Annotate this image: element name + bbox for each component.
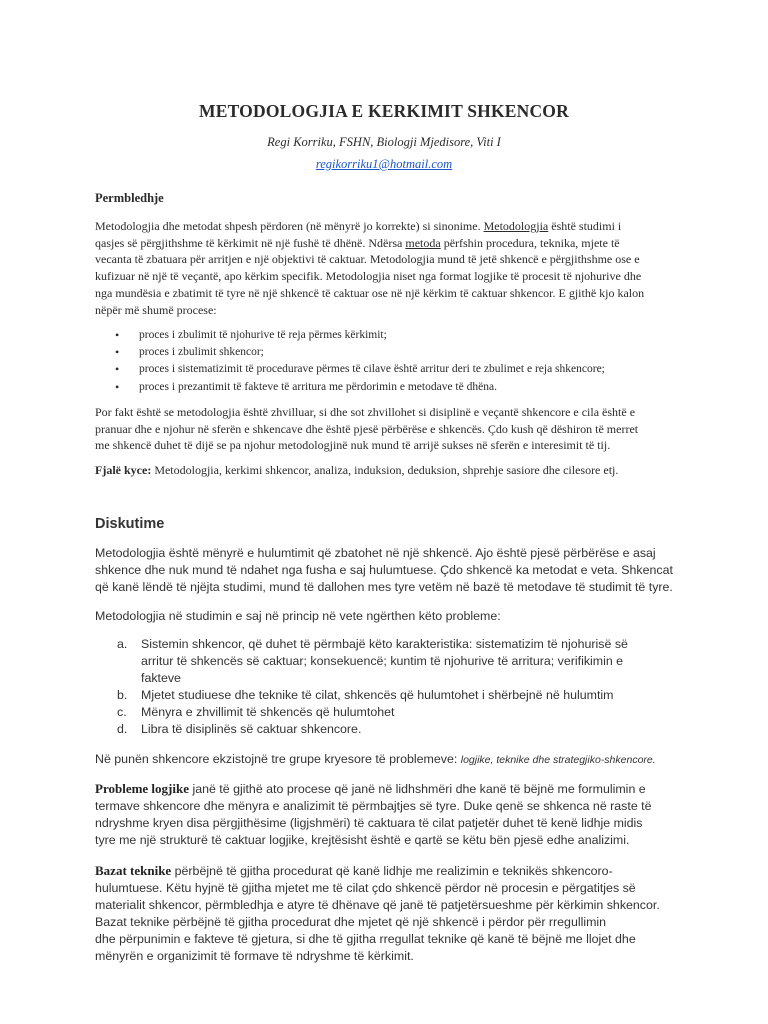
summary-line: nga mundësia e zbatimit të tyre në një shkencë të caktuar ose në një kërkim të caktuar shkencor. E gjithë kjo kalon bbox=[95, 285, 645, 300]
body-line: hulumtuese. Këtu hyjnë të gjitha mjetet me të cilat çdo shkencë përdor në procesin e përgatitjes së bbox=[95, 881, 636, 895]
problem-groups: logjike, teknike dhe strategjiko-shkencore. bbox=[460, 754, 656, 766]
summary-line: vecanta të zbatuara për arritjen e një objektivi të caktuar. Metodologjia mund të jetë shkencë e përgjithshme ose e bbox=[95, 252, 640, 267]
list-item: c. Mënyra e zhvillimit të shkencës që hulumtohet bbox=[117, 705, 395, 719]
technical-bases-paragraph: Bazat teknike përbëjnë të gjitha procedurat që kanë lidhje me realizimin e teknikës shkencoro- hulumtuese. Këtu hyjnë të gjitha mjetet me të cilat çdo shkencë përdor në procesin e përgatitjes së materialit shkencor, përmbledhja e atyre të dhënave që janë të patjetërsueshme për kërkimin shkencor. Bazat teknike përbëjnë të gjitha procedurat dhe mjetet që një shkencë i përdor për rregullimin dhe përpunimin e fakteve të gjetura, si dhe të gjitha rregullat teknike që kanë të bëjnë me llojet dhe mënyrën e organizimit të formave të ndryshme të kërkimit. bbox=[95, 862, 685, 965]
body-line: mënyrën e organizimit të formave të ndryshme të kërkimit. bbox=[95, 949, 414, 963]
keywords-line bbox=[95, 462, 675, 479]
list-item: d. Libra të disiplinës së caktuar shkencore. bbox=[117, 722, 362, 736]
author-line: Regi Korriku, FSHN, Biologji Mjedisore, Viti I bbox=[267, 135, 501, 149]
summary-heading: Permbledhje bbox=[95, 191, 164, 205]
logical-problems-term: Probleme logjike bbox=[95, 781, 189, 796]
body-line: dhe përpunimin e fakteve të gjetura, si dhe të gjitha rregullat teknike që kanë të bëjnë me llojet dhe bbox=[95, 932, 636, 946]
summary-line: pranuar dhe e njohur në sferën e shkencave dhe është pjesë përbërëse e shkencës. Çdo kush që dëshiron të merret bbox=[95, 421, 639, 436]
keywords-text: Metodologjia, kerkimi shkencor, analiza, induksion, deduksion, shprehje sasiore dhe cilesore etj. bbox=[151, 463, 619, 477]
keywords-label: Fjalë kyce: bbox=[95, 463, 152, 477]
body-line: Metodologjia është mënyrë e hulumtimit që zbatohet në një shkencë. Ajo është pjesë përbërëse e asaj bbox=[95, 546, 656, 560]
summary-paragraph-2 bbox=[95, 404, 675, 454]
list-marker: c. bbox=[117, 705, 127, 719]
discussion-paragraph-3: Në punën shkencore ekzistojnë tre grupe kryesore të problemeve: logjike, teknike dhe strategjiko-shkencore. bbox=[95, 752, 656, 766]
discussion-heading: Diskutime bbox=[95, 516, 165, 532]
list-marker: d. bbox=[117, 722, 128, 736]
body-line: shkence dhe nuk mund të ndahet nga fusha e saj hulumtuese. Çdo shkencë ka metodat e veta. Shkencat bbox=[95, 563, 673, 577]
body-line: tyre me një strukturë të caktuar logjike, krejtësisht është e qartë se këtu bën pjesë edhe analizimi. bbox=[95, 833, 630, 847]
discussion-paragraph-2: Metodologjia në studimin e saj në princip në vete ngërthen këto probleme: bbox=[95, 609, 501, 623]
list-item: • proces i prezantimit të fakteve të arritura me përdorimin e metodave të dhëna. bbox=[95, 379, 695, 396]
list-marker: a. bbox=[117, 637, 128, 651]
summary-line: nëpër më shumë procese: bbox=[95, 302, 217, 317]
body-line: ndryshme kryen disa përgjithësime (ligjshmëri) të caktuara të cilat patjetër duhet të kenë lidhje midis bbox=[95, 816, 643, 830]
body-line: Bazat teknike përbëjnë të gjitha procedurat dhe mjetet që një shkencë i përdor për rregullimin bbox=[95, 915, 607, 929]
document-title: METODOLOGJIA E KERKIMIT SHKENCOR bbox=[199, 101, 569, 121]
summary-line: me shkencë duhet të dijë se pa njohur metodologjinë nuk mund të arrijë sukses në sferën e interesimit të tij. bbox=[95, 438, 611, 453]
process-bullet-list bbox=[95, 327, 695, 396]
body-line: materialit shkencor, përmbledhja e atyre të dhënave që janë të patjetërsueshme për kërkimin shkencor. bbox=[95, 898, 660, 912]
summary-paragraph-1 bbox=[95, 218, 675, 318]
list-item: • proces i sistematizimit të procedurave përmes të cilave është arritur deri te zbulimet e reja shkencore; bbox=[95, 361, 695, 378]
discussion-paragraph-1 bbox=[95, 545, 685, 596]
summary-line: Por fakt është se metodologjia është zhvilluar, si dhe sot zhvillohet si disiplinë e veçantë shkencore e cila është e bbox=[95, 405, 636, 419]
list-item: a. Sistemin shkencor, që duhet të përmbajë këto karakteristika: sistematizim të njohurisë së arritur të shkencës së caktuar; konsekuencë; kuntim të njohurive të arritura; verifikimin e fakteve bbox=[117, 637, 628, 685]
list-item: b. Mjetet studiuese dhe teknike të cilat, shkencës që hulumtohet i shërbejnë në hulumtim bbox=[117, 688, 614, 702]
body-line: termave shkencore dhe mënyra e analizimit të përmbajtjes së tyre. Duke qenë se shkenca në raste të bbox=[95, 799, 652, 813]
summary-line: qasjes së përgjithshme të kërkimit në një fushë të dhënë. Ndërsa metoda përfshin procedura, teknika, mjete të bbox=[95, 235, 620, 250]
technical-bases-term: Bazat teknike bbox=[95, 863, 172, 878]
summary-line: kufizuar në një të veçantë, apo kërkim specifik. Metodologjia niset nga format logjike të procesit të njohurive dhe bbox=[95, 269, 642, 284]
list-marker: b. bbox=[117, 688, 128, 702]
summary-line: Metodologjia dhe metodat shpesh përdoren (në mënyrë jo korrekte) si sinonime. Metodologjia është studimi i bbox=[95, 219, 622, 233]
problem-list bbox=[95, 636, 695, 738]
author-email bbox=[0, 157, 768, 172]
email-link[interactable]: regikorriku1@hotmail.com bbox=[315, 157, 453, 171]
logical-problems-paragraph: Probleme logjike janë të gjithë ato procese që janë në lidhshmëri dhe kanë të bëjnë me formulimin e termave shkencore dhe mënyra e analizimit të përmbajtjes së tyre. Duke qenë se shkenca në raste të ndryshme kryen disa përgjithësime (ligjshmëri) të caktuara të cilat patjetër duhet të kenë lidhje midis tyre me një strukturë të caktuar logjike, krejtësisht është e qartë se këtu bën pjesë edhe analizimi. bbox=[95, 780, 685, 849]
list-item: • proces i zbulimit shkencor; bbox=[95, 344, 695, 361]
list-item: • proces i zbulimit të njohurive të reja përmes kërkimit; bbox=[95, 327, 695, 344]
body-line: që kanë lëndë të njëjta studimi, mund të dallohen mes tyre vetëm në bazë të metodave të studimit të tyre. bbox=[95, 580, 673, 594]
